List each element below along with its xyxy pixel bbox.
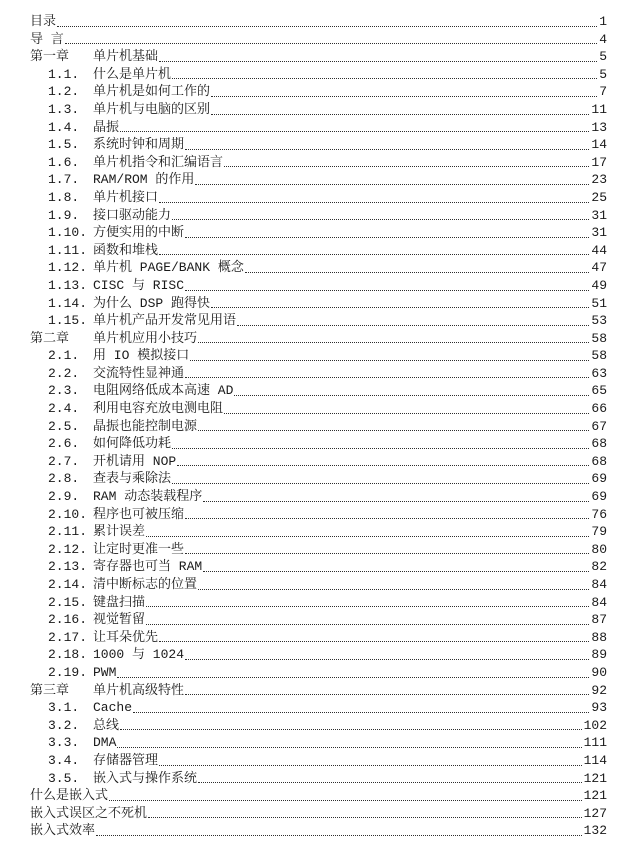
toc-entry-number: 2.15. xyxy=(48,594,88,610)
toc-entry[interactable] xyxy=(30,136,607,154)
toc-entry[interactable] xyxy=(30,277,607,295)
dot-leader xyxy=(190,360,589,361)
toc-entry-number: 1.13. xyxy=(48,277,88,293)
dot-leader xyxy=(159,254,589,255)
toc-entry-page: 111 xyxy=(583,735,607,751)
toc-entry-page: 7 xyxy=(599,84,607,100)
toc-entry-label: 为什么 DSP 跑得快 xyxy=(93,295,211,311)
toc-entry-label: 开机请用 NOP xyxy=(93,453,177,469)
toc-entry-number: 1.14. xyxy=(48,295,88,311)
toc-entry-number: 1.12. xyxy=(48,260,88,276)
dot-leader xyxy=(109,800,582,801)
toc-entry-number: 2.8. xyxy=(48,471,80,487)
dot-leader xyxy=(120,729,582,730)
toc-entry-label: 单片机基础 xyxy=(93,49,159,65)
toc-entry-label: 单片机接口 xyxy=(93,189,159,205)
toc-entry-page: 69 xyxy=(591,489,607,505)
dot-leader xyxy=(203,571,589,572)
toc-entry-page: 31 xyxy=(591,225,607,241)
toc-entry-label: 清中断标志的位置 xyxy=(93,577,198,592)
toc-entry[interactable] xyxy=(30,576,607,594)
toc-entry-label: 系统时钟和周期 xyxy=(93,137,185,153)
toc-entry-label: 如何降低功耗 xyxy=(93,436,172,452)
toc-entry[interactable] xyxy=(30,31,607,49)
toc-entry-page: 31 xyxy=(591,207,607,223)
toc-entry-number: 2.1. xyxy=(48,348,80,364)
toc-entry-number: 1.9. xyxy=(48,207,80,223)
toc-entry-page: 63 xyxy=(591,365,607,381)
toc-entry[interactable] xyxy=(30,435,607,453)
toc-entry[interactable] xyxy=(30,48,607,66)
toc-entry[interactable] xyxy=(30,488,607,506)
toc-entry-number: 2.16. xyxy=(48,612,88,628)
dot-leader xyxy=(120,131,589,132)
dot-leader xyxy=(133,712,589,713)
dot-leader xyxy=(185,290,589,291)
dot-leader xyxy=(245,272,590,273)
toc-entry[interactable] xyxy=(30,207,607,225)
toc-entry-page: 25 xyxy=(591,189,607,205)
dot-leader xyxy=(146,624,589,625)
toc-entry[interactable] xyxy=(30,822,607,840)
toc-entry-page: 5 xyxy=(599,49,607,65)
toc-entry-number: 第二章 xyxy=(30,330,70,346)
toc-entry-page: 76 xyxy=(591,506,607,522)
toc-entry[interactable] xyxy=(30,734,607,752)
toc-entry-number: 3.3. xyxy=(48,735,80,751)
toc-entry[interactable] xyxy=(30,224,607,242)
toc-entry-number: 1.2. xyxy=(48,84,80,100)
toc-entry[interactable] xyxy=(30,787,607,805)
toc-entry-number: 2.7. xyxy=(48,453,80,469)
toc-entry-number: 2.19. xyxy=(48,664,88,680)
toc-entry-label: 累计误差 xyxy=(93,524,146,540)
toc-entry-page: 132 xyxy=(583,823,607,839)
toc-entry[interactable] xyxy=(30,347,607,365)
toc-entry-page: 84 xyxy=(591,577,607,592)
toc-entry-number: 1.11. xyxy=(48,242,88,258)
toc-entry[interactable] xyxy=(30,752,607,770)
toc-list xyxy=(30,13,607,840)
toc-entry-label: 嵌入式误区之不死机 xyxy=(30,805,148,821)
toc-entry[interactable] xyxy=(30,171,607,189)
toc-entry-page: 102 xyxy=(583,717,607,733)
toc-entry-label: 单片机 PAGE/BANK 概念 xyxy=(93,260,244,276)
toc-entry-label: RAM 动态装载程序 xyxy=(93,489,203,505)
toc-entry-page: 11 xyxy=(591,101,607,117)
toc-entry-page: 67 xyxy=(591,418,607,434)
toc-entry-page: 82 xyxy=(591,559,607,575)
toc-entry-number: 1.4. xyxy=(48,119,80,135)
toc-entry-number: 2.18. xyxy=(48,647,88,663)
toc-entry-page: 14 xyxy=(591,137,607,153)
toc-entry[interactable] xyxy=(30,382,607,400)
toc-entry[interactable] xyxy=(30,242,607,260)
dot-leader xyxy=(159,765,582,766)
dot-leader xyxy=(148,817,582,818)
toc-entry-label: RAM/ROM 的作用 xyxy=(93,172,195,188)
toc-entry-page: 4 xyxy=(599,31,607,47)
toc-entry-label: 函数和堆栈 xyxy=(93,242,159,258)
toc-entry-number: 2.9. xyxy=(48,489,80,505)
toc-entry-label: DMA xyxy=(93,735,117,751)
dot-leader xyxy=(185,659,589,660)
toc-entry-label: 方便实用的中断 xyxy=(93,225,185,241)
dot-leader xyxy=(185,149,589,150)
toc-entry-number: 2.6. xyxy=(48,436,80,452)
toc-entry-number: 1.5. xyxy=(48,137,80,153)
toc-entry[interactable] xyxy=(30,699,607,717)
toc-entry-page: 121 xyxy=(583,788,607,804)
toc-entry-page: 90 xyxy=(591,664,607,680)
dot-leader xyxy=(234,395,589,396)
toc-entry-number: 2.12. xyxy=(48,541,88,557)
toc-entry-page: 49 xyxy=(591,277,607,293)
toc-entry-label: 单片机是如何工作的 xyxy=(93,84,211,100)
toc-entry-page: 58 xyxy=(591,348,607,364)
toc-entry-number: 3.2. xyxy=(48,717,80,733)
toc-entry-number: 1.6. xyxy=(48,154,80,170)
toc-entry-page: 84 xyxy=(591,594,607,610)
toc-entry[interactable] xyxy=(30,154,607,172)
toc-entry-page: 121 xyxy=(583,770,607,786)
dot-leader xyxy=(65,43,597,44)
toc-entry-page: 13 xyxy=(591,119,607,135)
dot-leader xyxy=(172,448,589,449)
toc-entry-page: 68 xyxy=(591,436,607,452)
toc-entry-label: 嵌入式与操作系统 xyxy=(93,770,198,786)
toc-entry-label: 查表与乘除法 xyxy=(93,471,172,487)
toc-entry-number: 1.10. xyxy=(48,225,88,241)
dot-leader xyxy=(237,325,589,326)
toc-entry-page: 87 xyxy=(591,612,607,628)
toc-entry[interactable] xyxy=(30,312,607,330)
toc-entry[interactable] xyxy=(30,66,607,84)
toc-entry[interactable] xyxy=(30,330,607,348)
toc-entry-number: 2.17. xyxy=(48,629,88,645)
toc-entry-label: 什么是单片机 xyxy=(93,66,172,82)
dot-leader xyxy=(172,78,597,79)
dot-leader xyxy=(203,501,589,502)
dot-leader xyxy=(185,237,589,238)
toc-entry-label: 用 IO 模拟接口 xyxy=(93,348,190,364)
dot-leader xyxy=(195,184,589,185)
toc-entry-label: 电阻网络低成本高速 AD xyxy=(93,383,234,399)
toc-entry-number: 1.1. xyxy=(48,66,80,82)
toc-entry[interactable] xyxy=(30,259,607,277)
toc-entry-label: 晶振 xyxy=(93,119,120,135)
toc-entry-label: 视觉暂留 xyxy=(93,612,146,628)
dot-leader xyxy=(185,694,589,695)
toc-entry[interactable] xyxy=(30,770,607,788)
toc-entry[interactable] xyxy=(30,558,607,576)
toc-entry[interactable] xyxy=(30,611,607,629)
toc-entry-label: 让耳朵优先 xyxy=(93,629,159,645)
toc-entry-page: 68 xyxy=(591,453,607,469)
toc-entry[interactable] xyxy=(30,418,607,436)
toc-entry-number: 2.10. xyxy=(48,506,88,522)
dot-leader xyxy=(177,465,589,466)
toc-entry-label: 利用电容充放电测电阻 xyxy=(93,401,224,417)
dot-leader xyxy=(198,589,589,590)
toc-entry-label: 单片机指令和汇编语言 xyxy=(93,154,224,170)
toc-entry-label: Cache xyxy=(93,700,133,716)
toc-entry[interactable] xyxy=(30,189,607,207)
toc-entry-label: 嵌入式效率 xyxy=(30,823,96,839)
dot-leader xyxy=(211,307,589,308)
toc-entry[interactable] xyxy=(30,295,607,313)
toc-entry-number: 3.4. xyxy=(48,752,80,768)
dot-leader xyxy=(146,606,589,607)
dot-leader xyxy=(96,835,582,836)
toc-entry-number: 第一章 xyxy=(30,49,70,65)
toc-entry[interactable] xyxy=(30,119,607,137)
toc-entry-page: 5 xyxy=(599,66,607,82)
dot-leader xyxy=(159,641,589,642)
toc-entry-page: 127 xyxy=(583,805,607,821)
toc-entry-label: 晶振也能控制电源 xyxy=(93,418,198,434)
toc-entry-label: PWM xyxy=(93,664,117,680)
toc-entry[interactable] xyxy=(30,629,607,647)
toc-entry-page: 23 xyxy=(591,172,607,188)
toc-entry-label: 程序也可被压缩 xyxy=(93,506,185,522)
toc-entry-page: 53 xyxy=(591,313,607,329)
toc-entry-number: 1.15. xyxy=(48,313,88,329)
toc-entry-number: 1.7. xyxy=(48,172,80,188)
toc-entry[interactable] xyxy=(30,101,607,119)
toc-entry-label: 寄存器也可当 RAM xyxy=(93,559,203,575)
dot-leader xyxy=(224,166,589,167)
toc-entry-number: 1.3. xyxy=(48,101,80,117)
toc-entry-page: 80 xyxy=(591,541,607,557)
toc-entry[interactable] xyxy=(30,717,607,735)
toc-entry-page: 89 xyxy=(591,647,607,663)
toc-entry[interactable] xyxy=(30,541,607,559)
toc-entry-label: 键盘扫描 xyxy=(93,594,146,610)
toc-entry-label: 单片机产品开发常见用语 xyxy=(93,313,237,329)
toc-entry-number: 2.2. xyxy=(48,365,80,381)
dot-leader xyxy=(159,61,597,62)
dot-leader xyxy=(185,377,589,378)
toc-entry-label: CISC 与 RISC xyxy=(93,277,185,293)
toc-entry-page: 58 xyxy=(591,330,607,346)
toc-entry-page: 69 xyxy=(591,471,607,487)
toc-entry-page: 92 xyxy=(591,682,607,698)
toc-entry-page: 44 xyxy=(591,242,607,258)
toc-entry[interactable] xyxy=(30,470,607,488)
toc-entry-label: 1000 与 1024 xyxy=(93,647,185,663)
toc-entry-page: 17 xyxy=(591,154,607,170)
toc-entry-number: 第三章 xyxy=(30,682,70,698)
dot-leader xyxy=(185,553,589,554)
dot-leader xyxy=(198,342,589,343)
dot-leader xyxy=(224,413,589,414)
toc-entry-page: 114 xyxy=(583,752,607,768)
dot-leader xyxy=(159,202,589,203)
toc-entry[interactable] xyxy=(30,13,607,31)
toc-entry-label: 总线 xyxy=(93,717,120,733)
toc-entry-label: 存储器管理 xyxy=(93,752,159,768)
toc-entry-label: 让定时更准一些 xyxy=(93,541,185,557)
toc-entry-label: 目录 xyxy=(30,14,57,29)
toc-entry[interactable] xyxy=(30,664,607,682)
toc-entry-number: 2.5. xyxy=(48,418,80,434)
toc-entry[interactable] xyxy=(30,805,607,823)
toc-entry[interactable] xyxy=(30,400,607,418)
dot-leader xyxy=(185,518,589,519)
toc-entry-label: 交流特性显神通 xyxy=(93,365,185,381)
toc-entry-number: 2.4. xyxy=(48,401,80,417)
dot-leader xyxy=(172,219,589,220)
dot-leader xyxy=(198,430,589,431)
dot-leader xyxy=(172,483,589,484)
toc-entry-page: 88 xyxy=(591,629,607,645)
toc-entry[interactable] xyxy=(30,453,607,471)
dot-leader xyxy=(211,96,597,97)
toc-entry-page: 66 xyxy=(591,401,607,417)
toc-entry-number: 3.1. xyxy=(48,700,80,716)
dot-leader xyxy=(198,782,582,783)
toc-entry-label: 单片机与电脑的区别 xyxy=(93,101,211,117)
toc-entry[interactable] xyxy=(30,646,607,664)
toc-entry-number: 2.3. xyxy=(48,383,80,399)
toc-entry-label: 什么是嵌入式 xyxy=(30,788,109,804)
toc-entry-label: 单片机应用小技巧 xyxy=(93,330,198,346)
dot-leader xyxy=(146,536,589,537)
toc-entry-page: 79 xyxy=(591,524,607,540)
toc-entry[interactable] xyxy=(30,523,607,541)
toc-entry[interactable] xyxy=(30,682,607,700)
dot-leader xyxy=(57,26,597,27)
toc-entry-label: 单片机高级特性 xyxy=(93,682,185,698)
toc-entry-page: 47 xyxy=(591,260,607,276)
toc-entry-number: 2.13. xyxy=(48,559,88,575)
toc-entry-page: 51 xyxy=(591,295,607,311)
toc-entry[interactable] xyxy=(30,594,607,612)
toc-entry-page: 1 xyxy=(599,14,607,29)
toc-entry[interactable] xyxy=(30,83,607,101)
dot-leader xyxy=(117,747,581,748)
toc-entry[interactable] xyxy=(30,506,607,524)
toc-entry-label: 接口驱动能力 xyxy=(93,207,172,223)
toc-entry-number: 3.5. xyxy=(48,770,80,786)
toc-entry-number: 2.14. xyxy=(48,577,88,592)
toc-entry-label: 导 言 xyxy=(30,31,64,47)
dot-leader xyxy=(211,114,589,115)
toc-entry[interactable] xyxy=(30,365,607,383)
dot-leader xyxy=(117,677,589,678)
toc-entry-number: 1.8. xyxy=(48,189,80,205)
toc-entry-page: 65 xyxy=(591,383,607,399)
toc-entry-number: 2.11. xyxy=(48,524,88,540)
toc-entry-page: 93 xyxy=(591,700,607,716)
